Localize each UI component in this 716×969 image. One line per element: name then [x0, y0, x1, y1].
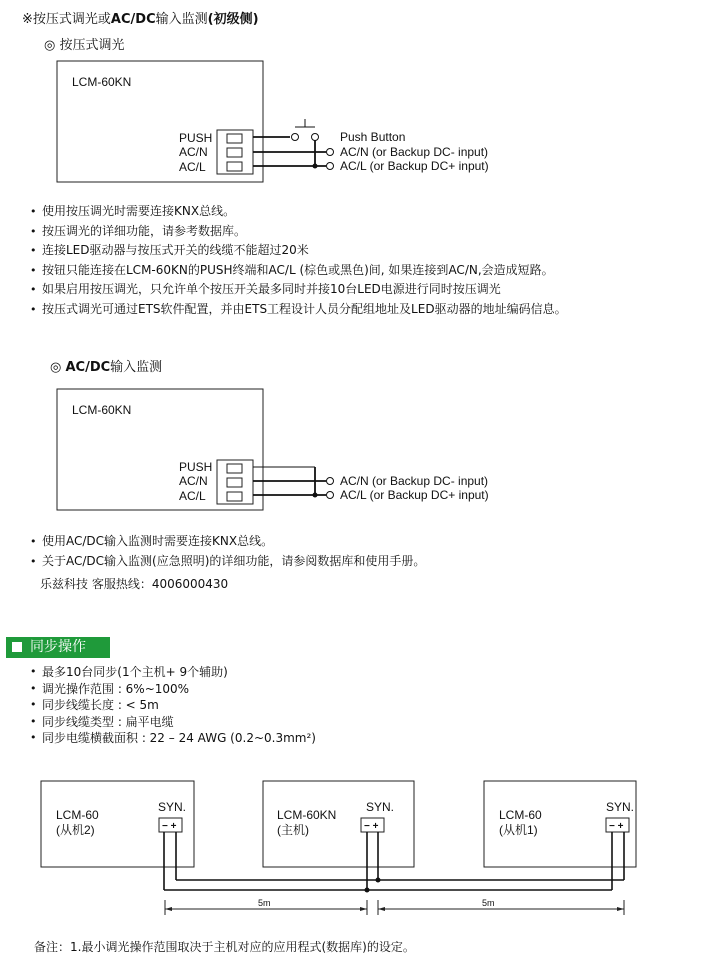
device-name: LCM-60 — [56, 808, 99, 822]
ac-l-label: AC/L (or Backup DC+ input) — [340, 488, 489, 502]
header-title-part: (初级侧) — [207, 12, 259, 27]
footnote: 备注：1.最小调光操作范围取决于主机对应的应用程式(数据库)的设定。 — [34, 940, 415, 954]
svg-text:− +: − + — [364, 821, 379, 832]
svg-text:− +: − + — [162, 821, 177, 832]
acdc-heading — [50, 356, 162, 375]
terminal-label: PUSH — [179, 460, 213, 474]
device-name: LCM-60KN — [72, 403, 132, 417]
circle-mark: ◎ — [50, 360, 62, 375]
terminal-label: AC/N — [179, 474, 208, 488]
device-name: LCM-60KN — [72, 75, 132, 89]
terminal-block — [217, 130, 253, 174]
hotline-text: 乐兹科技 客服热线：4006000430 — [40, 577, 229, 591]
sync-port-label: SYN. — [158, 800, 187, 814]
terminal-label: AC/N — [179, 145, 208, 159]
sync-notes — [30, 664, 316, 747]
svg-text:− +: − + — [609, 821, 624, 832]
sync-wiring-diagram — [0, 770, 716, 920]
list-item: • 关于AC/DC输入监测(应急照明)的详细功能，请参阅数据库和使用手册。 — [30, 552, 425, 572]
terminal-label: AC/L — [179, 489, 206, 503]
device-role: (从机2) — [56, 823, 95, 837]
terminal-label: AC/L — [179, 160, 206, 174]
list-item: • 同步线缆长度 : < 5m — [30, 697, 316, 714]
sync-port-label: SYN. — [606, 800, 635, 814]
header-title-acdc: AC/DC — [110, 12, 156, 27]
push-dim-notes — [30, 202, 567, 319]
distance-dimension — [165, 900, 624, 915]
sync-cable-positive — [176, 832, 624, 880]
device-role: (从机1) — [499, 823, 538, 837]
acdc-heading-text: 输入监测 — [110, 360, 163, 375]
device-role: (主机) — [277, 823, 309, 837]
sync-connector — [159, 818, 182, 832]
list-item: • 使用AC/DC输入监测时需要连接KNX总线。 — [30, 532, 425, 552]
list-item: • 按钮只能连接在LCM-60KN的PUSH终端和AC/L (棕色或黑色)间, 如果连接到AC/N,会造成短路。 — [30, 261, 567, 281]
distance-label: 5m — [482, 898, 495, 908]
ac-n-label: AC/N (or Backup DC- input) — [340, 145, 489, 159]
acdc-wiring-diagram — [0, 380, 716, 520]
ac-n-label: AC/N (or Backup DC- input) — [340, 474, 489, 488]
circle-mark: ◎ — [44, 38, 56, 53]
acdc-heading-bold: AC/DC — [65, 360, 111, 375]
header-title-part: 输入监测 — [155, 12, 208, 27]
list-item: • 按压调光的详细功能，请参考数据库。 — [30, 222, 567, 242]
terminal-block — [217, 460, 253, 504]
list-item: • 同步线缆类型 : 扁平电缆 — [30, 714, 316, 731]
list-item: • 同步电缆横截面积 : 22 – 24 AWG (0.2~0.3mm²) — [30, 730, 316, 747]
acdc-notes — [30, 532, 425, 571]
distance-label: 5m — [258, 898, 271, 908]
list-item: • 使用按压调光时需要连接KNX总线。 — [30, 202, 567, 222]
sync-section-header — [6, 637, 110, 658]
square-icon — [12, 642, 22, 652]
list-item: • 调光操作范围 : 6%~100% — [30, 681, 316, 698]
list-item: • 最多10台同步(1个主机+ 9个辅助) — [30, 664, 316, 681]
device-name: LCM-60 — [499, 808, 542, 822]
push-button-label: Push Button — [340, 130, 406, 144]
sync-connector — [361, 818, 384, 832]
ac-l-label: AC/L (or Backup DC+ input) — [340, 159, 489, 173]
sync-section-title: 同步操作 — [30, 639, 86, 655]
header-title-part: 按压式调光或 — [32, 12, 111, 27]
sync-port-label: SYN. — [366, 800, 395, 814]
sync-connector — [606, 818, 629, 832]
sync-cable-negative — [164, 832, 612, 890]
list-item: • 如果启用按压调光，只允许单个按压开关最多同时并接10台LED电源进行同时按压调光 — [30, 280, 567, 300]
push-dim-wiring-diagram — [0, 0, 716, 200]
push-dim-heading-text: 按压式调光 — [59, 38, 125, 53]
list-item: • 按压式调光可通过ETS软件配置，并由ETS工程设计人员分配组地址及LED驱动器的地址编码信息。 — [30, 300, 567, 320]
terminal-label: PUSH — [179, 131, 213, 145]
reference-mark: ※ — [22, 12, 33, 27]
list-item: • 连接LED驱动器与按压式开关的线缆不能超过20米 — [30, 241, 567, 261]
device-name: LCM-60KN — [277, 808, 337, 822]
